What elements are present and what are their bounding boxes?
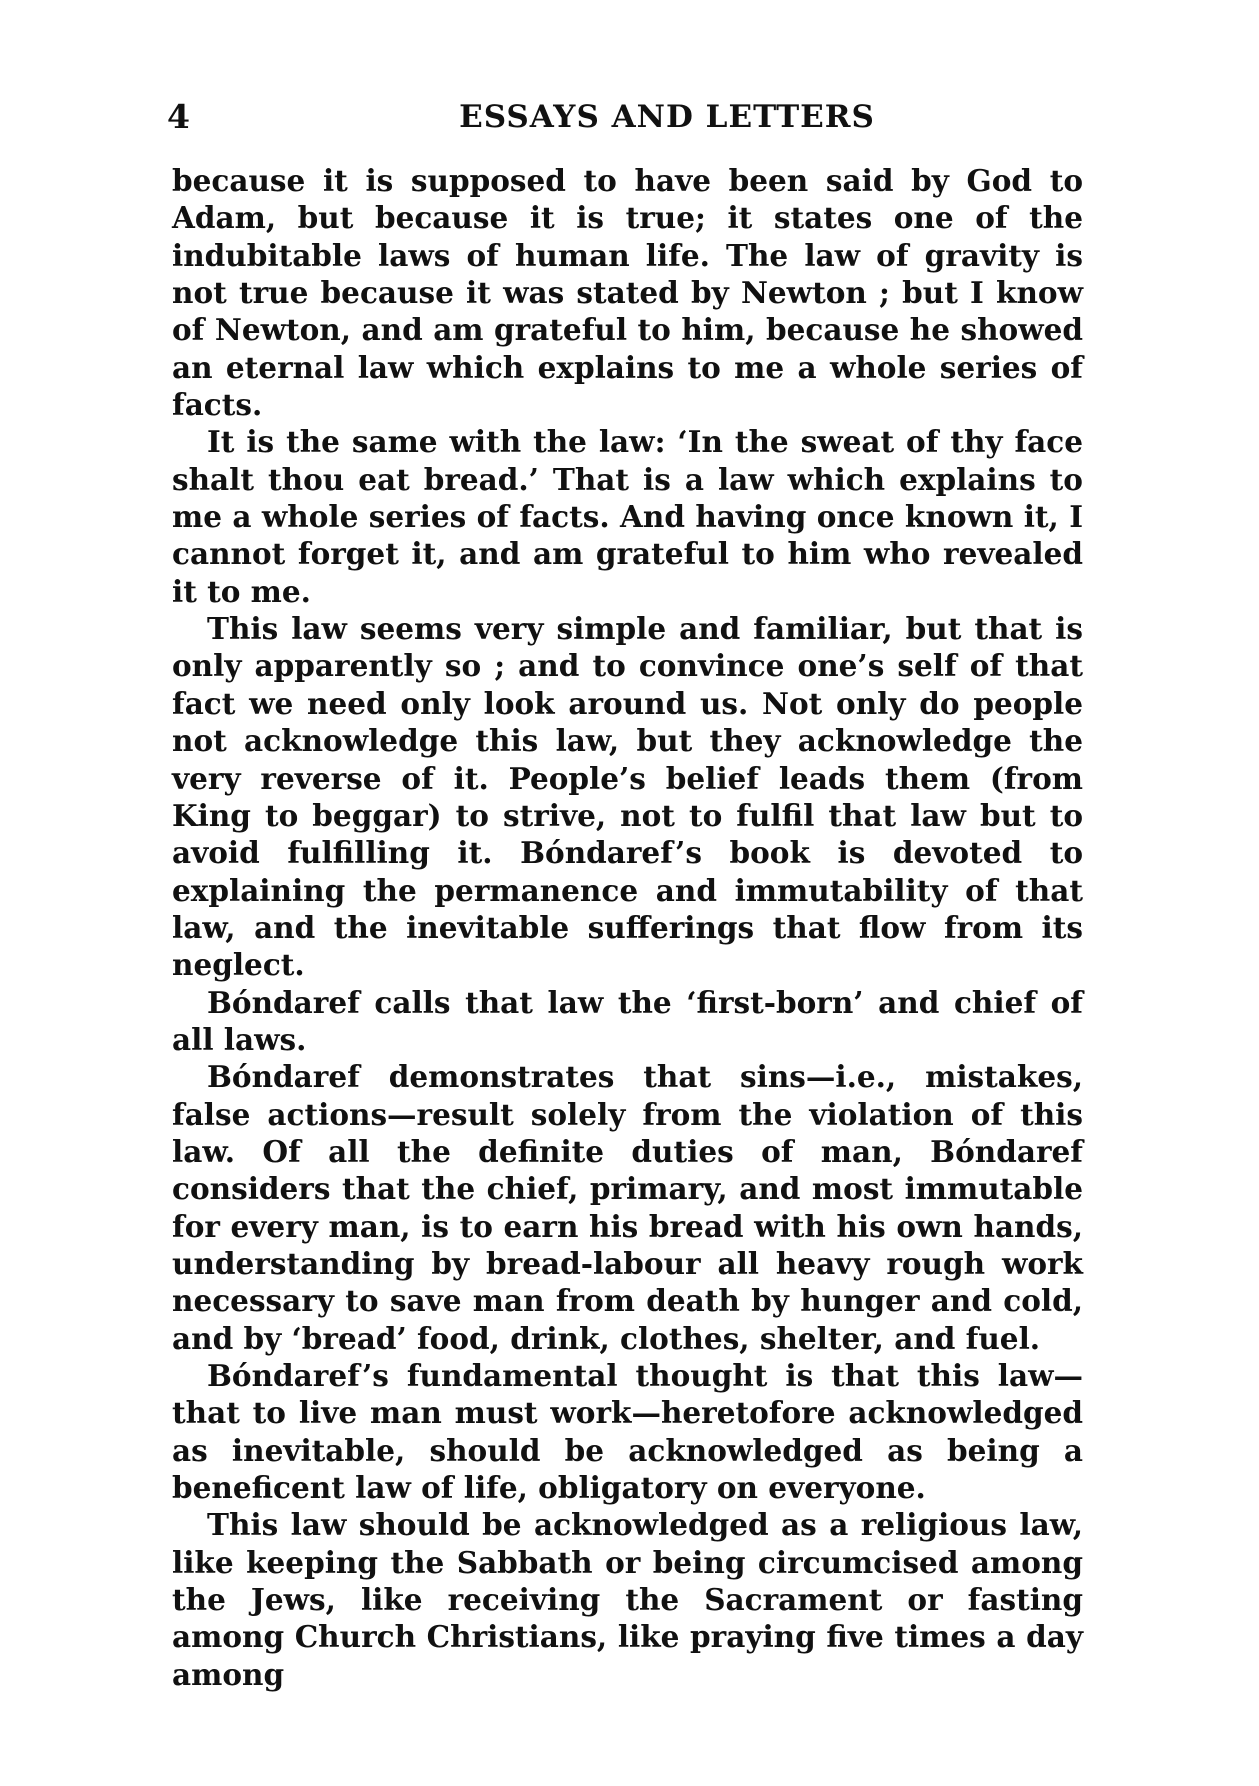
- running-title: ESSAYS AND LETTERS: [459, 99, 875, 135]
- page-number: 4: [167, 97, 190, 136]
- running-head: [167, 92, 1087, 142]
- paragraph: Bóndaref calls that law the ‘first-born’ and chief of all laws.: [172, 984, 1083, 1057]
- paragraph: It is the same with the law: ‘In the sweat of thy face shalt thou eat bread.’ That is a law which explains to me a whole series of facts. And having once known it, I cannot forget it, and am grateful to him who revealed it to me.: [172, 424, 1083, 609]
- paragraph: Bóndaref demonstrates that sins—i.e., mistakes, false actions—result solely from the violation of this law. Of all the definite duties of man, Bóndaref considers that the chief, primary, and most immutable for every man, is to earn his bread with his own hands, understanding by bread-labour all heavy rough work necessary to save man from death by hunger and cold, and by ‘bread’ food, drink, clothes, shelter, and fuel.: [172, 1059, 1083, 1356]
- paragraph: This law seems very simple and familiar, but that is only apparently so ; and to convince one’s self of that fact we need only look around us. Not only do people not acknowledge this law, but they acknowledge the very reverse of it. People’s belief leads them (from King to beggar) to strive, not to fulfil that law but to avoid fulfilling it. Bóndaref’s book is devoted to explaining the permanence and immutability of that law, and the inevitable sufferings that flow from its neglect.: [172, 611, 1083, 983]
- paragraph: Bóndaref’s fundamental thought is that this law—that to live man must work—heretofore acknowledged as inevitable, should be acknowledged as being a beneficent law of life, obligatory on everyone.: [172, 1358, 1083, 1506]
- paragraph-continued: because it is supposed to have been said by God to Adam, but because it is true; it states one of the indubitable laws of human life. The law of gravity is not true because it was stated by Newton ; but I know of Newton, and am grateful to him, because he showed an eternal law which explains to me a whole series of facts.: [172, 163, 1083, 423]
- body-text: [172, 162, 1083, 1693]
- paragraph: This law should be acknowledged as a religious law, like keeping the Sabbath or being circumcised among the Jews, like receiving the Sacrament or fasting among Church Christians, like praying five times a day among: [172, 1507, 1083, 1692]
